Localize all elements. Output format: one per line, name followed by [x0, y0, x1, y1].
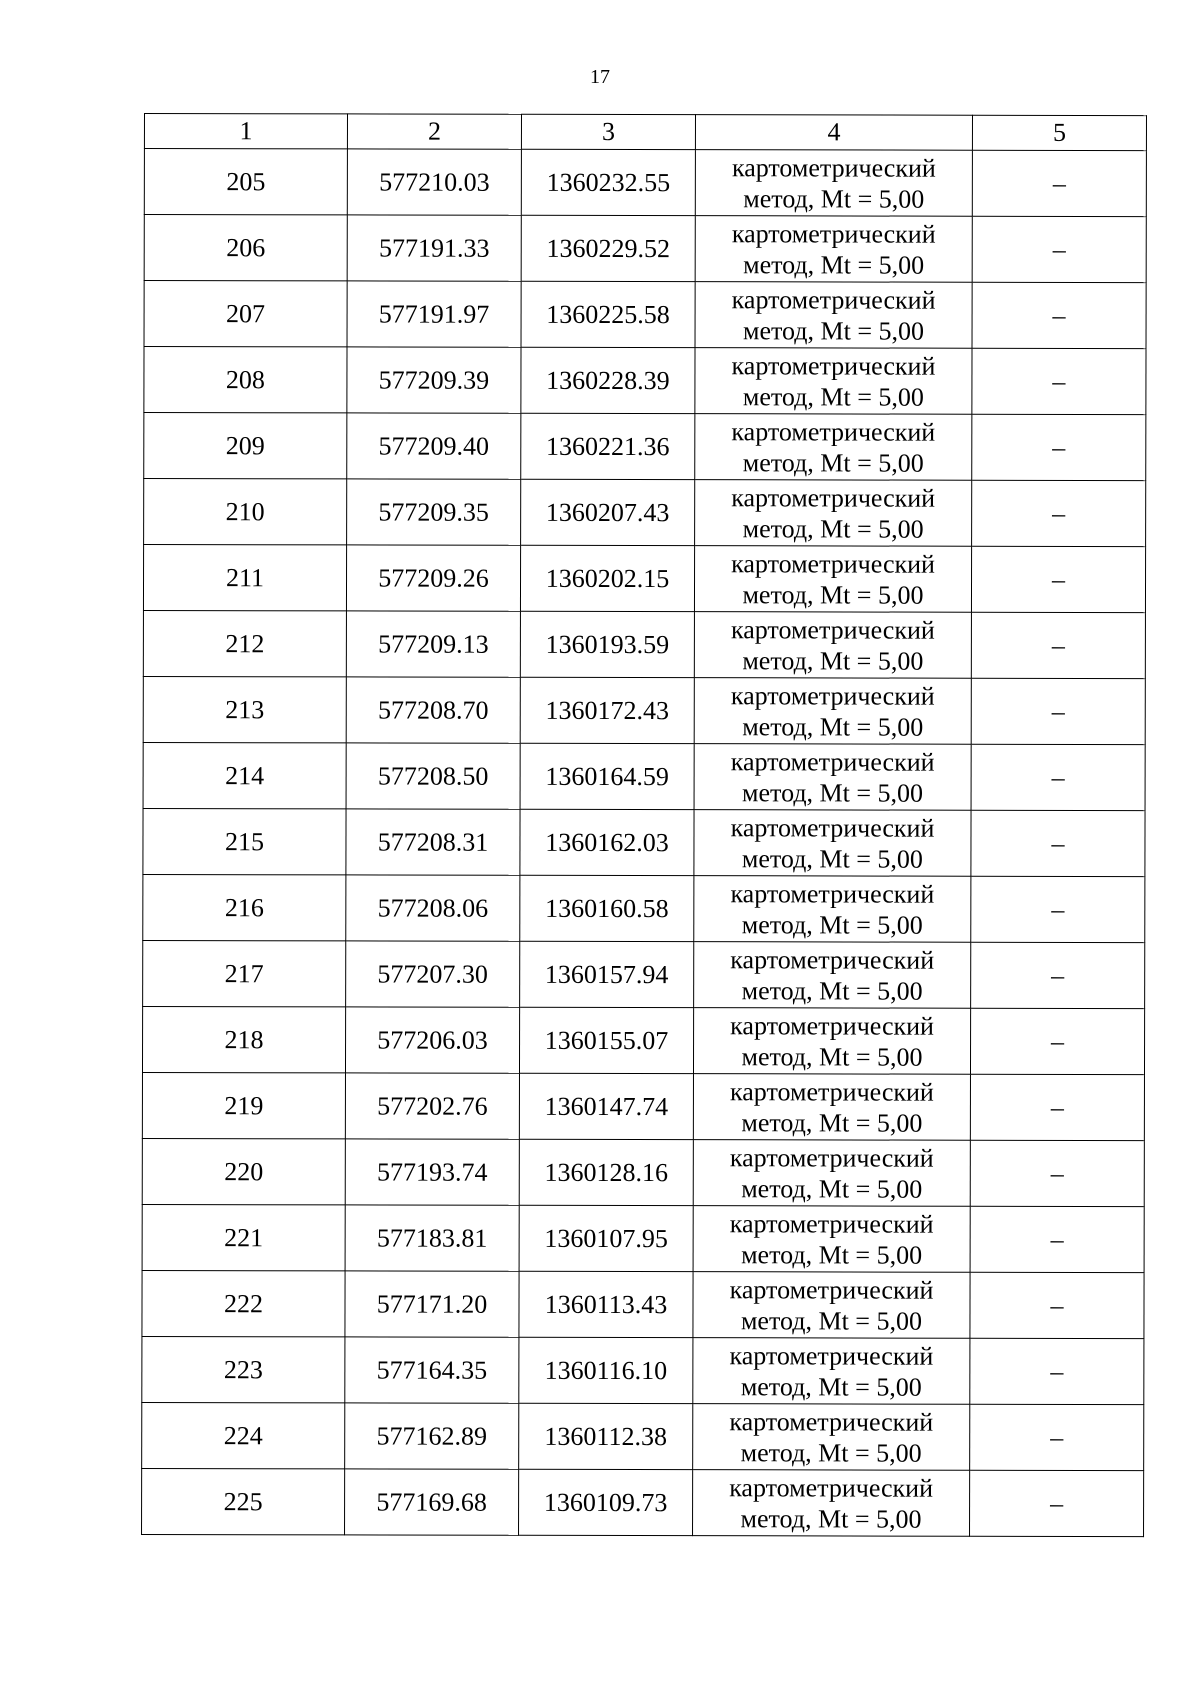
method-line-1: картометрический — [729, 1472, 934, 1503]
point-number-cell: 216 — [143, 874, 346, 940]
x-coordinate-cell: 577209.39 — [347, 347, 521, 413]
point-number-cell: 214 — [143, 742, 346, 808]
column-5-cell: – — [972, 282, 1146, 348]
table-row — [142, 1138, 1144, 1206]
x-coordinate-cell: 577208.06 — [346, 875, 520, 941]
method-line-2: метод, Mt = 5,00 — [742, 513, 924, 544]
method-line-2: метод, Mt = 5,00 — [743, 183, 925, 214]
y-coordinate-cell: 1360207.43 — [521, 479, 695, 545]
x-coordinate-cell: 577209.35 — [347, 479, 521, 545]
column-5-cell: – — [972, 150, 1146, 216]
column-header-1: 1 — [144, 114, 347, 149]
table-row — [143, 676, 1145, 744]
x-coordinate-cell: 577169.68 — [345, 1469, 519, 1535]
x-coordinate-cell: 577202.76 — [345, 1073, 519, 1139]
table-row — [144, 479, 1146, 547]
method-line-2: метод, Mt = 5,00 — [742, 711, 924, 742]
column-5-cell: – — [970, 1008, 1144, 1074]
point-number-cell: 210 — [144, 479, 347, 545]
column-header-2: 2 — [347, 114, 521, 149]
x-coordinate-cell: 577162.89 — [345, 1403, 519, 1469]
y-coordinate-cell: 1360157.94 — [520, 941, 694, 1007]
y-coordinate-cell: 1360162.03 — [520, 809, 694, 875]
table-row — [143, 610, 1145, 678]
column-5-cell: – — [970, 1404, 1144, 1470]
method-line-2: метод, Mt = 5,00 — [742, 447, 924, 478]
column-5-cell: – — [971, 942, 1145, 1008]
method-line-2: метод, Mt = 5,00 — [743, 315, 925, 346]
method-line-2: метод, Mt = 5,00 — [740, 1503, 922, 1534]
coordinates-table — [141, 113, 1147, 1537]
method-line-1: картометрический — [730, 614, 935, 645]
x-coordinate-cell: 577210.03 — [347, 149, 521, 215]
method-line-1: картометрический — [731, 152, 936, 183]
table-row — [144, 413, 1146, 481]
point-number-cell: 208 — [144, 347, 347, 413]
method-line-2: метод, Mt = 5,00 — [742, 777, 924, 808]
y-coordinate-cell: 1360225.58 — [521, 281, 695, 347]
column-header-3: 3 — [521, 114, 695, 149]
method-line-1: картометрический — [731, 218, 936, 249]
x-coordinate-cell: 577171.20 — [345, 1271, 519, 1337]
y-coordinate-cell: 1360109.73 — [519, 1469, 693, 1535]
point-number-cell: 211 — [143, 545, 346, 611]
method-line-1: картометрический — [729, 1142, 934, 1173]
method-line-1: картометрический — [731, 548, 935, 579]
table-header-row — [144, 114, 1146, 151]
method-cell — [694, 612, 971, 679]
table-row — [142, 1468, 1144, 1536]
method-cell — [695, 150, 972, 217]
table-row — [143, 940, 1145, 1008]
y-coordinate-cell: 1360229.52 — [521, 215, 695, 281]
x-coordinate-cell: 577208.50 — [346, 743, 520, 809]
method-line-1: картометрический — [731, 350, 936, 381]
point-number-cell: 213 — [143, 676, 346, 742]
method-line-1: картометрический — [730, 680, 935, 711]
method-line-2: метод, Mt = 5,00 — [742, 645, 924, 676]
y-coordinate-cell: 1360193.59 — [520, 611, 694, 677]
method-line-1: картометрический — [729, 1406, 934, 1437]
point-number-cell: 219 — [142, 1072, 345, 1138]
method-cell — [695, 282, 972, 349]
method-line-2: метод, Mt = 5,00 — [741, 1107, 923, 1138]
method-line-1: картометрический — [730, 812, 935, 843]
table-row — [142, 1072, 1144, 1140]
method-cell — [695, 480, 972, 547]
method-line-2: метод, Mt = 5,00 — [740, 1305, 923, 1336]
table-row — [144, 347, 1146, 415]
method-cell — [694, 546, 971, 613]
x-coordinate-cell: 577209.26 — [346, 545, 520, 611]
column-5-cell: – — [971, 546, 1145, 612]
method-line-2: метод, Mt = 5,00 — [740, 1437, 922, 1468]
method-line-1: картометрический — [730, 1010, 935, 1041]
column-5-cell: – — [972, 216, 1146, 282]
table-row — [142, 1336, 1144, 1404]
column-5-cell: – — [971, 810, 1145, 876]
method-line-1: картометрический — [729, 1340, 934, 1371]
y-coordinate-cell: 1360112.38 — [519, 1403, 693, 1469]
x-coordinate-cell: 577209.13 — [346, 611, 520, 677]
method-cell — [694, 876, 971, 943]
column-header-4: 4 — [695, 115, 972, 151]
column-5-cell: – — [971, 744, 1145, 810]
table-row — [142, 1006, 1144, 1074]
method-line-2: метод, Mt = 5,00 — [742, 579, 924, 610]
x-coordinate-cell: 577193.74 — [345, 1139, 519, 1205]
y-coordinate-cell: 1360202.15 — [520, 545, 694, 611]
table-row — [144, 149, 1146, 217]
y-coordinate-cell: 1360164.59 — [520, 743, 694, 809]
column-5-cell: – — [970, 1470, 1144, 1536]
method-cell — [693, 1008, 970, 1075]
method-cell — [693, 1272, 970, 1339]
column-5-cell: – — [970, 1272, 1144, 1338]
point-number-cell: 224 — [142, 1402, 345, 1468]
method-line-2: метод, Mt = 5,00 — [741, 1041, 923, 1072]
method-line-2: метод, Mt = 5,00 — [741, 1239, 923, 1270]
method-cell — [693, 1140, 970, 1207]
method-cell — [694, 678, 971, 745]
column-5-cell: – — [971, 876, 1145, 942]
method-cell — [693, 1404, 970, 1471]
column-5-cell: – — [970, 1140, 1144, 1206]
point-number-cell: 207 — [144, 281, 347, 347]
point-number-cell: 222 — [142, 1270, 345, 1336]
method-line-2: метод, Mt = 5,00 — [741, 1173, 923, 1204]
method-cell — [694, 810, 971, 877]
column-5-cell: – — [971, 612, 1145, 678]
page-number: 17 — [590, 66, 610, 88]
x-coordinate-cell: 577207.30 — [346, 941, 520, 1007]
method-line-2: метод, Mt = 5,00 — [741, 975, 923, 1006]
point-number-cell: 215 — [143, 808, 346, 874]
method-line-1: картометрический — [730, 1076, 934, 1107]
method-line-1: картометрический — [730, 878, 935, 909]
table-row — [143, 808, 1145, 876]
method-line-2: метод, Mt = 5,00 — [742, 381, 924, 412]
column-5-cell: – — [972, 414, 1146, 480]
method-line-1: картометрический — [730, 746, 935, 777]
method-cell — [694, 942, 971, 1009]
method-cell — [695, 348, 972, 415]
method-line-2: метод, Mt = 5,00 — [740, 1371, 922, 1402]
table-row — [142, 1402, 1144, 1470]
y-coordinate-cell: 1360232.55 — [521, 149, 695, 215]
method-line-1: картометрический — [731, 416, 936, 447]
table-row — [144, 281, 1146, 349]
table-body — [142, 149, 1147, 1537]
y-coordinate-cell: 1360155.07 — [519, 1007, 693, 1073]
table-row — [142, 1270, 1144, 1338]
method-line-2: метод, Mt = 5,00 — [741, 909, 923, 940]
point-number-cell: 225 — [142, 1468, 345, 1534]
y-coordinate-cell: 1360113.43 — [519, 1271, 693, 1337]
table-row — [143, 742, 1145, 810]
column-5-cell: – — [972, 348, 1146, 414]
x-coordinate-cell: 577208.70 — [346, 677, 520, 743]
method-line-1: картометрический — [730, 944, 935, 975]
method-cell — [695, 216, 972, 283]
method-line-2: метод, Mt = 5,00 — [743, 249, 925, 280]
x-coordinate-cell: 577209.40 — [347, 413, 521, 479]
method-cell — [694, 744, 971, 811]
y-coordinate-cell: 1360147.74 — [519, 1073, 693, 1139]
y-coordinate-cell: 1360128.16 — [519, 1139, 693, 1205]
y-coordinate-cell: 1360172.43 — [520, 677, 694, 743]
method-line-1: картометрический — [729, 1274, 934, 1305]
column-5-cell: – — [972, 480, 1146, 546]
column-5-cell: – — [970, 1206, 1144, 1272]
method-cell — [693, 1470, 970, 1537]
point-number-cell: 223 — [142, 1336, 345, 1402]
point-number-cell: 220 — [142, 1138, 345, 1204]
method-line-1: картометрический — [729, 1208, 934, 1239]
y-coordinate-cell: 1360160.58 — [520, 875, 694, 941]
point-number-cell: 212 — [143, 610, 346, 676]
method-cell — [693, 1338, 970, 1405]
point-number-cell: 218 — [142, 1006, 345, 1072]
y-coordinate-cell: 1360221.36 — [521, 413, 695, 479]
x-coordinate-cell: 577164.35 — [345, 1337, 519, 1403]
method-cell — [693, 1206, 970, 1273]
point-number-cell: 205 — [144, 149, 347, 215]
x-coordinate-cell: 577206.03 — [345, 1007, 519, 1073]
table-row — [142, 1204, 1144, 1272]
column-5-cell: – — [970, 1074, 1144, 1140]
table-row — [144, 215, 1146, 283]
point-number-cell: 217 — [143, 940, 346, 1006]
point-number-cell: 209 — [144, 413, 347, 479]
method-line-1: картометрический — [731, 284, 936, 315]
point-number-cell: 221 — [142, 1204, 345, 1270]
method-cell — [693, 1074, 970, 1141]
table-row — [143, 545, 1145, 613]
column-5-cell: – — [971, 678, 1145, 744]
x-coordinate-cell: 577191.97 — [347, 281, 521, 347]
y-coordinate-cell: 1360107.95 — [519, 1205, 693, 1271]
column-header-5: 5 — [972, 115, 1146, 150]
y-coordinate-cell: 1360116.10 — [519, 1337, 693, 1403]
method-line-2: метод, Mt = 5,00 — [741, 843, 923, 874]
table-row — [143, 874, 1145, 942]
x-coordinate-cell: 577191.33 — [347, 215, 521, 281]
x-coordinate-cell: 577208.31 — [346, 809, 520, 875]
x-coordinate-cell: 577183.81 — [345, 1205, 519, 1271]
point-number-cell: 206 — [144, 215, 347, 281]
method-line-1: картометрический — [731, 482, 936, 513]
method-cell — [695, 414, 972, 481]
y-coordinate-cell: 1360228.39 — [521, 347, 695, 413]
column-5-cell: – — [970, 1338, 1144, 1404]
